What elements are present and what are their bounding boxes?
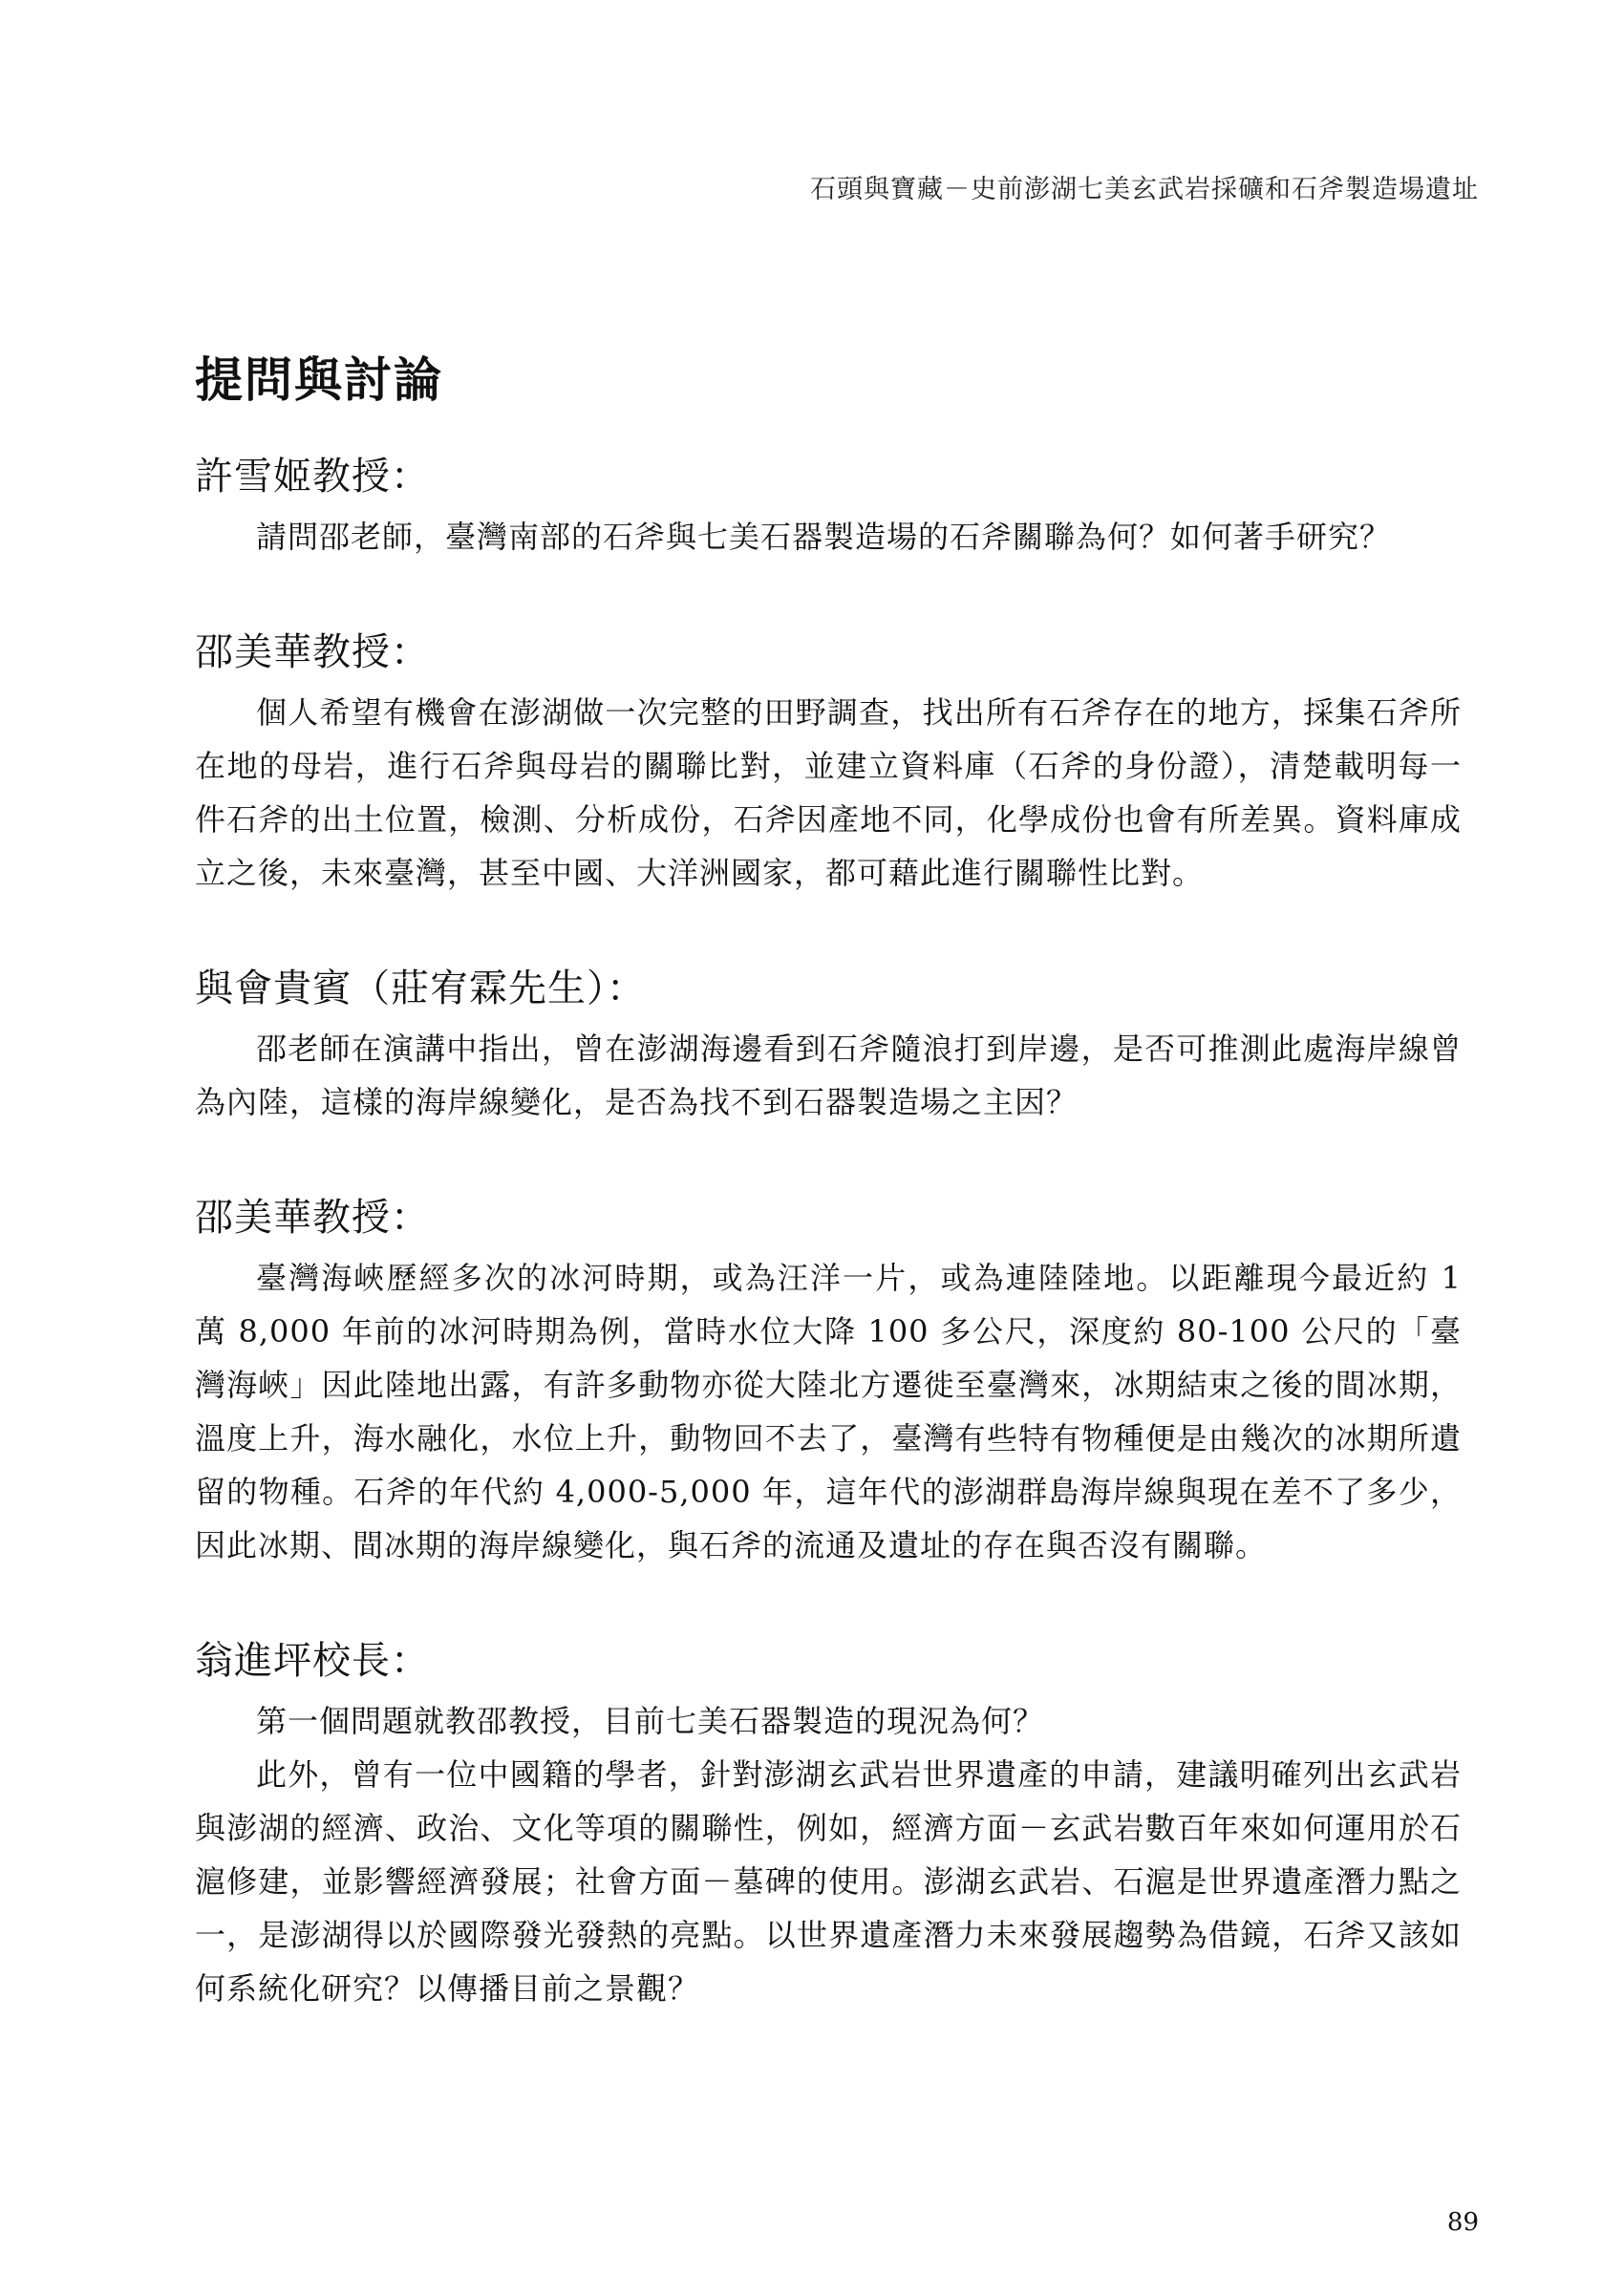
qa-section [195,625,1462,900]
speaker-heading: 翁進坪校長： [195,1639,430,1683]
speech-paragraph: 第一個問題就教邵教授，目前七美石器製造的現況為何？ [256,1703,1045,1739]
page-title: 提問與討論 [195,352,443,408]
speech-paragraph: 臺灣海峽歷經多次的冰河時期，或為汪洋一片，或為連陸陸地。以距離現今最近約 1 萬 8,000 年前的冰河時期為例，當時水位大降 100 多公尺，深度約 80-100 公尺的「臺灣海峽」因此陸地出露，有許多動物亦從大陸北方遷徙至臺灣來，冰期結束之後的間冰期，溫度上升，海水融化，水位上升，動物回不去了，臺灣有些特有物種便是由幾次的冰期所遺留的物種。石斧的年代約 4,000-5,000 年，這年代的澎湖群島海岸線與現在差不了多少，因此冰期、間冰期的海岸線變化，與石斧的流通及遺址的存在與否沒有關聯。 [195,1260,1462,1563]
speaker-heading: 與會貴賓（莊宥霖先生）： [195,967,646,1010]
speaker-heading: 邵美華教授： [195,1196,430,1240]
qa-section [195,449,1462,563]
qa-section [195,961,1462,1129]
speech-paragraph: 邵老師在演講中指出，曾在澎湖海邊看到石斧隨浪打到岸邊，是否可推測此處海岸線曾為內陸，這樣的海岸線變化，是否為找不到石器製造場之主因？ [195,1031,1462,1120]
qa-section [195,1190,1462,1572]
speech-paragraph: 個人希望有機會在澎湖做一次完整的田野調查，找出所有石斧存在的地方，採集石斧所在地的母岩，進行石斧與母岩的關聯比對，並建立資料庫（石斧的身份證），清楚載明每一件石斧的出土位置，檢測、分析成份，石斧因產地不同，化學成份也會有所差異。資料庫成立之後，未來臺灣，甚至中國、大洋洲國家，都可藉此進行關聯性比對。 [195,694,1462,891]
speaker-heading: 許雪姬教授： [195,455,430,499]
running-header: 石頭與寶藏－史前澎湖七美玄武岩採礦和石斧製造場遺址 [810,175,1479,204]
speech-paragraph: 請問邵老師，臺灣南部的石斧與七美石器製造場的石斧關聯為何？如何著手研究？ [256,519,1392,555]
speech-paragraph: 此外，曾有一位中國籍的學者，針對澎湖玄武岩世界遺產的申請，建議明確列出玄武岩與澎湖的經濟、政治、文化等項的關聯性，例如，經濟方面－玄武岩數百年來如何運用於石滬修建，並影響經濟發展；社會方面－墓碑的使用。澎湖玄武岩、石滬是世界遺產潛力點之一，是澎湖得以於國際發光發熱的亮點。以世界遺產潛力未來發展趨勢為借鏡，石斧又該如何系統化研究？以傳播目前之景觀？ [195,1756,1462,2007]
speaker-heading: 邵美華教授： [195,630,430,674]
discussion-content [195,449,1462,2076]
page-number: 89 [1446,2208,1479,2237]
qa-section [195,1633,1462,2015]
